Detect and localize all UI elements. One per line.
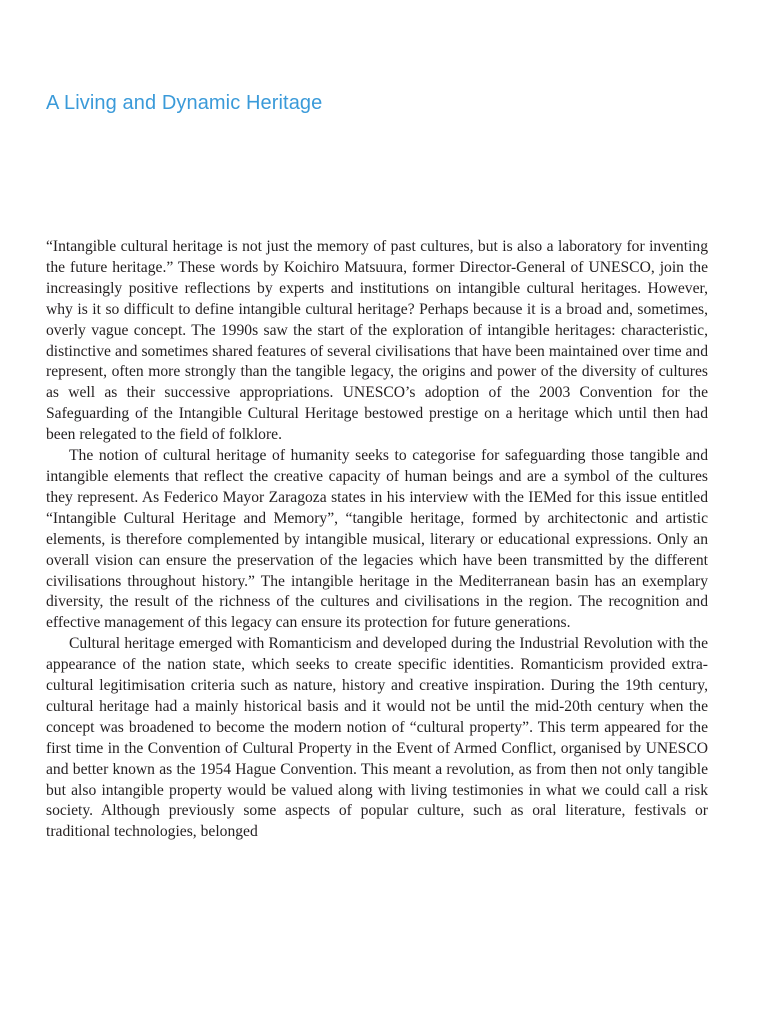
paragraph-1: “Intangible cultural heritage is not just the memory of past cultures, but is also a laboratory for inventing the future heritage.” These words by Koichiro Matsuura, former Director-General of UNESCO, join the increasingly positive reflections by experts and institutions on intangible cultural heritages. However, why is it so difficult to define intangible cultural heritage? Perhaps because it is a broad and, sometimes, overly vague concept. The 1990s saw the start of the exploration of intangible heritages: characteristic, distinctive and sometimes shared features of several civilisations that have been maintained over time and represent, often more strongly than the tangible legacy, the origins and power of the diversity of cultures as well as their successive appropriations. UNESCO’s adoption of the 2003 Convention for the Safeguarding of the Intangible Cultural Heritage bestowed prestige on a heritage which until then had been relegated to the field of folklore. xyxy=(46,238,708,444)
paragraph-2: The notion of cultural heritage of humanity seeks to categorise for safeguarding those tangible and intangible elements that reflect the creative capacity of human beings and are a symbol of the cultures they represent. As Federico Mayor Zaragoza states in his interview with the IEMed for this issue entitled “Intangible Cultural Heritage and Memory”, “tangible heritage, formed by architectonic and artistic elements, is therefore complemented by intangible musical, literary or educational expressions. Only an overall vision can ensure the preservation of the legacies which have been transmitted by the different civilisations throughout history.” The intangible heritage in the Mediterranean basin has an exemplary diversity, the result of the richness of the cultures and civilisations in the region. The recognition and effective management of this legacy can ensure its protection for future generations. xyxy=(46,447,708,632)
paragraph-3: Cultural heritage emerged with Romanticism and developed during the Industrial Revolution with the appearance of the nation state, which seeks to create specific identities. Romanticism provided extra-cultural legitimisation criteria such as nature, history and creative inspiration. During the 19th century, cultural heritage had a mainly historical basis and it would not be until the mid-20th century when the concept was broadened to become the modern notion of “cultural property”. This term appeared for the first time in the Convention of Cultural Property in the Event of Armed Conflict, organised by UNESCO and better known as the 1954 Hague Convention. This meant a revolution, as from then not only tangible but also intangible property would be valued along with living testimonies in what we could call a risk society. Although previously some aspects of popular culture, such as oral literature, festivals or traditional technologies, belonged xyxy=(46,635,708,841)
article-body xyxy=(46,237,708,843)
page-title: A Living and Dynamic Heritage xyxy=(46,92,323,114)
